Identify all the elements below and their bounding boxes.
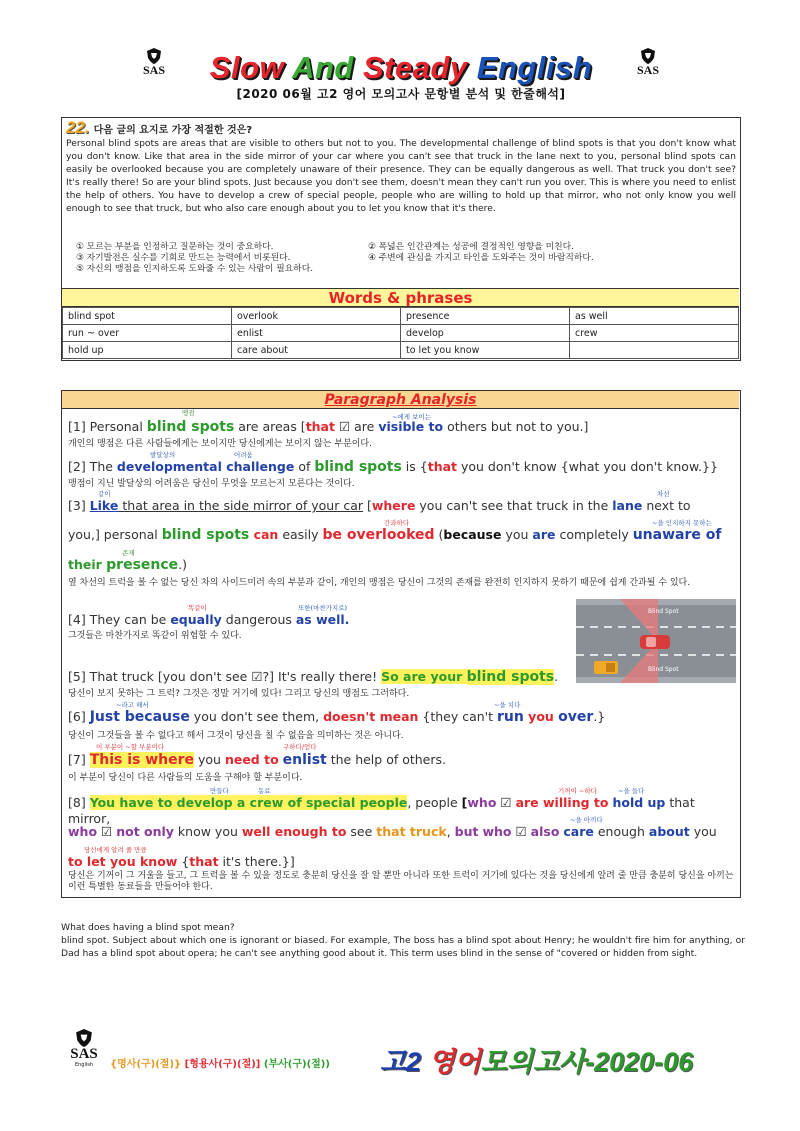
gloss: 같이 bbox=[98, 490, 111, 498]
paragraph-analysis-title: Paragraph Analysis bbox=[62, 391, 739, 409]
table-cell: enlist bbox=[232, 325, 401, 342]
definition-note bbox=[61, 921, 745, 960]
translation-1: 개인의 맹점은 다른 사람들에게는 보이지만 당신에게는 보이지 않는 부분이다. bbox=[68, 439, 372, 449]
question-stem: 다음 글의 요지로 가장 적절한 것은? bbox=[93, 125, 253, 136]
table-cell: blind spot bbox=[63, 308, 232, 325]
shield-icon bbox=[641, 48, 655, 64]
option-4[interactable]: ④ 주변에 관심을 가지고 타인을 도와주는 것이 바람직하다. bbox=[368, 253, 594, 263]
shield-icon bbox=[147, 48, 161, 64]
definition-body: blind spot. Subject about which one is ignorant or biased. For example, The boss has a blind spot about Henry; he wouldn't fire him for anything, or Dad has a blind spot about opera; he can't see anything good about it. This term uses blind in the sense of "covered or hidden from sight. bbox=[61, 935, 745, 959]
gloss: 또한(마찬가지로) bbox=[298, 604, 348, 612]
paragraph-analysis-box bbox=[61, 390, 741, 898]
logo-subtext: English bbox=[74, 1062, 94, 1068]
diagram-label: Blind Spot bbox=[648, 666, 679, 673]
gloss: 만들다 bbox=[210, 787, 229, 795]
sentence-5: [5] That truck [you don't see ☑?] It's really there! So are your blind spots. bbox=[68, 669, 559, 685]
words-phrases-title: Words & phrases bbox=[62, 288, 739, 307]
logo-text: SAS bbox=[142, 63, 165, 77]
color-legend bbox=[110, 1055, 330, 1070]
sentence-3-line-2: you,] personal blind spots can easily be overlooked (because you are completely unaware of bbox=[68, 527, 722, 543]
gloss: 존재 bbox=[122, 549, 135, 557]
sentence-3-line-3: their presence.) bbox=[68, 557, 188, 573]
gloss: 구하다/얻다 bbox=[283, 743, 317, 751]
legend-adverb: (부사(구)(절)) bbox=[263, 1059, 330, 1070]
sentence-6: [6] Just because you don't see them, doesn't mean {they can't run you over.} bbox=[68, 709, 606, 725]
gloss: 동료 bbox=[258, 787, 271, 795]
legend-noun: {명사(구)(절)} bbox=[110, 1059, 182, 1070]
table-cell: develop bbox=[401, 325, 570, 342]
translation-7: 이 부분이 당신이 다른 사람들의 도움을 구해야 할 부분이다. bbox=[68, 773, 303, 783]
definition-question: What does having a blind spot mean? bbox=[61, 922, 235, 933]
gloss: 간과하다 bbox=[384, 519, 410, 527]
words-phrases-table bbox=[62, 307, 739, 359]
gloss: 이 부분이 ~할 부분이다 bbox=[96, 743, 165, 751]
table-cell: as well bbox=[570, 308, 739, 325]
gloss: ~을 치다 bbox=[494, 701, 521, 709]
gloss: 차선 bbox=[657, 490, 670, 498]
gloss: 당신에게 알려 줄 만큼 bbox=[84, 846, 147, 854]
gloss: 발달상의 bbox=[150, 451, 176, 459]
option-1[interactable]: ① 모르는 부분을 인정하고 질문하는 것이 중요하다. bbox=[76, 242, 274, 252]
question-passage: Personal blind spots are areas that are visible to others but not to you. The developmental challenge of blind spots is that you don't know what you don't know. Like that area in the side mirror of your car where you can't see that truck in the lane next to you, personal blind spots can easily be overlooked because you are completely unaware of their presence. They can be equally dangerous as well. That truck you don't see? It's really there! So are your blind spots. Just because you don't see them, doesn't mean they can't run you over. This is where you need to enlist the help of others. You have to develop a crew of special people, people who are willing to hold up that mirror, who not only know you well enough to see that truck, but who also care enough about you to let you know that it's there. bbox=[66, 138, 736, 214]
translation-6: 당신이 그것들을 볼 수 없다고 해서 그것이 당신을 칠 수 없음을 의미하는 것은 아니다. bbox=[68, 731, 404, 741]
subtitle: [2020 06월 고2 영어 모의고사 문항별 분석 및 한줄해석] bbox=[236, 87, 566, 101]
table-cell: crew bbox=[570, 325, 739, 342]
table-cell: run ~ over bbox=[63, 325, 232, 342]
translation-2: 맹점이 지닌 발달상의 어려움은 당신이 무엇을 모르는지 모른다는 것이다. bbox=[68, 479, 355, 489]
question-text bbox=[66, 118, 736, 215]
table-cell: overlook bbox=[232, 308, 401, 325]
sas-logo-left bbox=[134, 48, 174, 76]
translation-8: 당신은 기꺼이 그 거울을 들고, 그 트럭을 볼 수 있을 정도로 충분히 당신을 잘 알 뿐만 아니라 또한 트럭이 거기에 있다는 것을 당신에게 알려 줄 만큼 충분히 당신을 아끼는 이런 특별한 동료들을 만들어야 한다. bbox=[68, 871, 734, 892]
sentence-7: [7] This is where you need to enlist the help of others. bbox=[68, 752, 446, 768]
table-cell: to let you know bbox=[401, 342, 570, 359]
sentence-8-line-3: to let you know {that it's there.}] bbox=[68, 854, 295, 869]
answer-options bbox=[76, 242, 736, 275]
gloss: ~에게 보이는 bbox=[392, 413, 431, 421]
table-row bbox=[63, 342, 739, 359]
blind-spot-diagram bbox=[576, 599, 736, 683]
footer-title: 고2 영어모의고사-2020-06 bbox=[380, 1047, 694, 1077]
diagram-label: Blind Spot bbox=[648, 608, 679, 615]
gloss: 어려움 bbox=[234, 451, 253, 459]
option-2[interactable]: ② 폭넓은 인간관계는 성공에 결정적인 영향을 미친다. bbox=[368, 242, 574, 252]
table-row bbox=[63, 308, 739, 325]
table-cell: presence bbox=[401, 308, 570, 325]
logo-text: SAS bbox=[636, 63, 659, 77]
question-box bbox=[61, 117, 741, 361]
table-row bbox=[63, 325, 739, 342]
shield-icon bbox=[76, 1029, 92, 1047]
table-cell: care about bbox=[232, 342, 401, 359]
table-cell: hold up bbox=[63, 342, 232, 359]
footer-logo bbox=[64, 1029, 104, 1068]
table-cell bbox=[570, 342, 739, 359]
sas-logo-right bbox=[628, 48, 668, 76]
sentence-8-line-1: [8] You have to develop a crew of special people, people [who ☑ are willing to hold up that mirror, bbox=[68, 795, 695, 826]
gloss: 맹점 bbox=[182, 409, 195, 417]
sentence-1: [1] Personal blind spots are areas [that ☑ are visible to others but not to you.] bbox=[68, 419, 589, 435]
question-number: 22. bbox=[66, 118, 90, 137]
site-title: Slow And Steady English bbox=[209, 50, 593, 85]
page-header bbox=[0, 40, 800, 100]
translation-4: 그것들은 마찬가지로 똑같이 위험할 수 있다. bbox=[68, 631, 242, 641]
gloss: ~라고 해서 bbox=[116, 701, 149, 709]
gloss: ~을 아끼다 bbox=[570, 816, 603, 824]
gloss: 똑같이 bbox=[188, 604, 207, 612]
gloss: ~을 들다 bbox=[618, 787, 645, 795]
sentence-4: [4] They can be equally dangerous as well. bbox=[68, 612, 350, 627]
option-5[interactable]: ⑤ 자신의 맹점을 인지하도록 도와줄 수 있는 사람이 필요하다. bbox=[76, 264, 314, 274]
sentence-8-line-2: who ☑ not only know you well enough to see that truck, but who ☑ also care enough about you bbox=[68, 824, 717, 839]
gloss: 기꺼이 ~하다 bbox=[558, 787, 597, 795]
translation-3: 옆 차선의 트럭을 볼 수 없는 당신 차의 사이드미러 속의 부분과 같이, 개인의 맹점은 당신이 그것의 존재를 완전히 인지하지 못하기 때문에 쉽게 간과될 수 있다. bbox=[68, 578, 691, 588]
option-3[interactable]: ③ 자기발전은 실수를 기회로 만드는 능력에서 비롯된다. bbox=[76, 253, 291, 263]
translation-5: 당신이 보지 못하는 그 트럭? 그것은 정말 거기에 있다! 그리고 당신의 맹점도 그러하다. bbox=[68, 689, 410, 699]
sentence-3-line-1: [3] Like that area in the side mirror of your car [where you can't see that truck in the lane next to bbox=[68, 498, 691, 513]
sentence-2: [2] The developmental challenge of blind spots is {that you don't know {what you don't know.}} bbox=[68, 459, 718, 475]
logo-text: SAS bbox=[70, 1046, 98, 1062]
legend-adjective: [형용사(구)(절)] bbox=[184, 1059, 261, 1070]
gloss: ~을 인지하지 못하는 bbox=[652, 519, 712, 527]
